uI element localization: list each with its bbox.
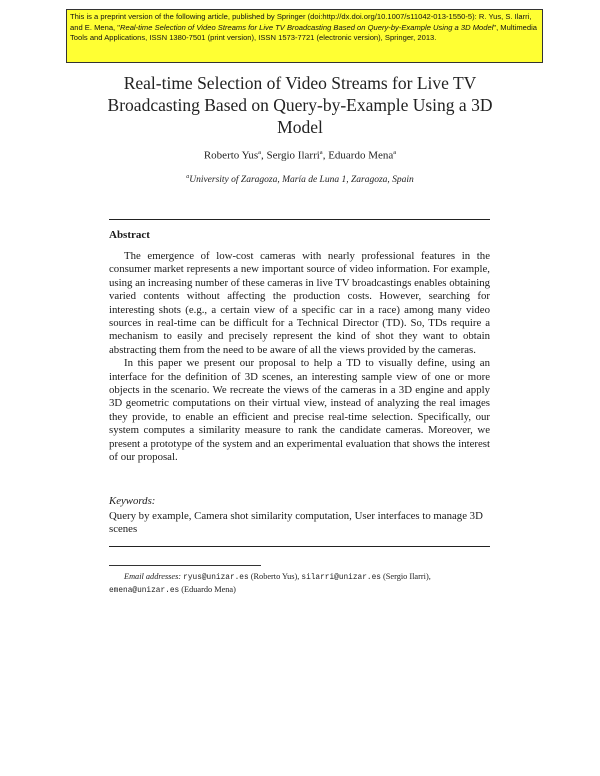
affiliation-text: University of Zaragoza, María de Luna 1, Zaragoza, Spain — [189, 175, 414, 186]
paper-title: Real-time Selection of Video Streams for Live TV Broadcasting Based on Query-by-Example Using a 3D Model — [107, 73, 493, 137]
abstract-body — [109, 250, 490, 465]
notice-text-end: ", Multimedia Tools and Applications, ISSN 1380-7501 (print version), ISSN 1573-7721 (electronic version), Springer, 2013. — [70, 22, 538, 43]
email-address[interactable]: ryus@unizar.es — [183, 574, 249, 582]
email-separator: , — [428, 572, 431, 581]
author-affiliation-mark: a — [319, 149, 323, 156]
email-address[interactable]: emena@unizar.es — [109, 587, 180, 595]
author-name: Sergio Ilarri — [266, 149, 320, 162]
preprint-notice — [66, 9, 543, 63]
email-footnote — [109, 571, 491, 597]
email-owner: (Eduardo Mena) — [181, 585, 236, 594]
abstract-top-rule — [109, 219, 490, 220]
author-affiliation-mark: a — [393, 149, 397, 156]
email-owner: (Sergio Ilarri) — [383, 572, 429, 581]
author-name: Roberto Yus — [203, 149, 259, 162]
footnote-rule — [109, 565, 261, 566]
email-owner: (Roberto Yus) — [250, 572, 298, 581]
author-list: Roberto Yus$^a$, Sergio Ilarri$^a$, Eduardo Mena$^a$ — [203, 149, 397, 162]
affiliation-mark: a — [186, 174, 190, 180]
author-affiliation-mark: a — [258, 149, 262, 156]
keywords-heading: Keywords: — [109, 495, 156, 507]
abstract-paragraph: In this paper we present our proposal to help a TD to visually define, using an interface for the definition of 3D scenes, an interesting sample view of one or more objects in the scenario. We recreate the views of the cameras in a 3D engine and apply 3D geometric computations on their virtual view, instead of analyzing the real images they provide, to enable an efficient and precise real-time selection. Specifically, our system computes a similarity measure to rank the candidate cameras. Moreover, we present a prototype of the system and an experimental evaluation that shows the interest of our proposal. — [109, 357, 490, 464]
keywords-text: Query by example, Camera shot similarity computation, User interfaces to manage 3D scenes — [109, 510, 483, 536]
abstract-bottom-rule — [109, 546, 490, 547]
affiliation — [120, 174, 480, 185]
email-separator: , — [297, 572, 300, 581]
notice-article-title: Real-time Selection of Video Streams for Live TV Broadcasting Based on Query-by-Example Using a 3D Model — [119, 22, 494, 32]
author-name: Eduardo Mena — [328, 149, 394, 162]
email-address[interactable]: silarri@unizar.es — [301, 574, 381, 582]
abstract-paragraph: The emergence of low-cost cameras with nearly professional features in the consumer market represents a new important source of video information. For example, using an increasing number of these cameras in live TV broadcastings enables obtaining varied contents without affecting the production costs. However, searching for interesting shots (e.g., a certain view of a specific car in a race) among many video sources in real-time can be difficult for a Technical Director (TD). So, TDs require a mechanism to easily and precisely represent the kind of shot they want to obtain abstracting them from the need to be aware of all the views provided by the cameras. — [109, 250, 490, 356]
abstract-heading: Abstract — [109, 229, 150, 241]
footnote-label: Email addresses: — [124, 572, 182, 581]
notice-text-start: This is a preprint version of the following article, published by Springer (doi:http://dx.doi.org/10.1007/s11042-013-1550-5): R. Yus, S. Ilarri, and E. Mena, " — [70, 12, 532, 32]
